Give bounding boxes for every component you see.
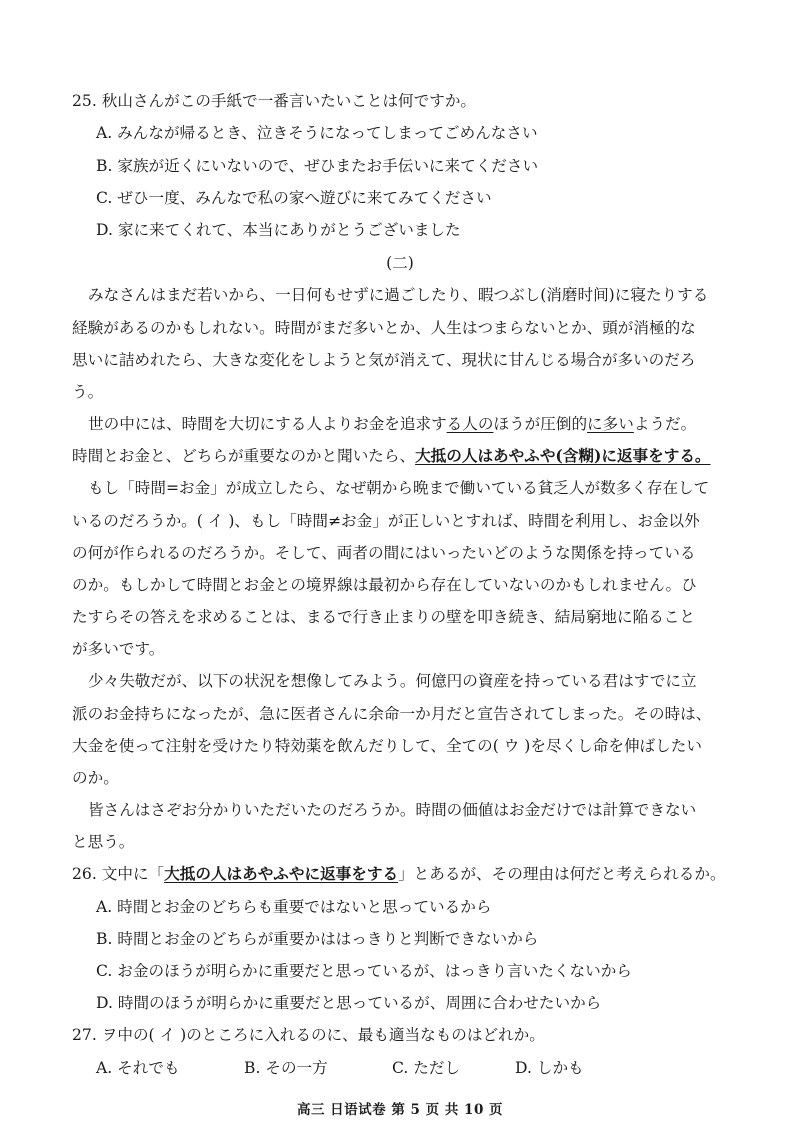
p2-text: 世の中には、時間を大切にする人よりお金を追求す <box>88 415 447 433</box>
passage-p1-line: みなさんはまだ若いから、一日何もせずに過ごしたり、暇つぶし(消磨时间)に寝たりする <box>88 286 709 304</box>
q27-option-d: D. しかも <box>515 1059 584 1077</box>
q26-option-b: B. 時間とお金のどちらが重要かははっきりと判断できないから <box>96 930 539 948</box>
q27-option-c: C. ただし <box>392 1059 461 1077</box>
section-heading: (二) <box>386 254 414 272</box>
underlined-phrase: に多い <box>587 415 634 433</box>
passage-p4-line: 少々失敬だが、以下の状況を想像してみよう。何億円の資産を持っている君はすでに立 <box>88 672 697 690</box>
passage-p5-line: 皆さんはさぞお分かりいただいたのだろうか。時間の価値はお金だけでは計算できない <box>88 801 697 819</box>
q26-option-c: C. お金のほうが明らかに重要だと思っているが、はっきり言いたくないから <box>96 962 632 980</box>
page-footer: 高三 日语试卷 第 5 页 共 10 页 <box>296 1102 504 1118</box>
passage-p3-line: のか。もしかして時間とお金との境界線は最初から存在していないのかもしれません。ひ <box>72 576 697 594</box>
passage-p4-line: のか。 <box>72 769 119 787</box>
passage-p2-line <box>72 446 711 466</box>
q26-stem-text: 」とあるが、その理由は何だと考えられるか。 <box>398 865 726 883</box>
passage-p1-line: う。 <box>72 383 104 401</box>
passage-p4-line: 大金を使って注射を受けたり特効薬を飲んだりして、全ての( ウ )を尽くし命を伸ばしたい <box>72 737 702 755</box>
underlined-key-sentence: 大抵の人はあやふや(含糊)に返事をする。 <box>415 446 711 465</box>
passage-p1-line: 思いに詰めれたら、大きな変化をしようと気が消えて、現状に甘んじる場合が多いのだろ <box>72 351 696 369</box>
passage-p3-line: の何が作られるのだろうか。そして、両者の間にはいったいどのような関係を持っている <box>72 544 696 562</box>
passage-p2-line <box>88 414 696 434</box>
p2-text: ほうが圧倒的 <box>493 415 588 433</box>
p2-text: 時間とお金と、どちらが重要なのかと聞いたら、 <box>72 447 416 465</box>
q25-option-d: D. 家に来てくれて、本当にありがとうございました <box>96 221 461 239</box>
passage-p3-line: もし「時間=お金」が成立したら、なぜ朝から晩まで働いている貧乏人が数多く存在して <box>88 479 710 497</box>
q25-option-b: B. 家族が近くにいないので、ぜひまたお手伝いに来てください <box>96 157 539 175</box>
q26-stem-text: 26. 文中に「 <box>72 865 165 883</box>
q27-option-b: B. その一方 <box>244 1059 328 1077</box>
passage-p3-line: が多いです。 <box>72 640 165 658</box>
passage-p3-line: いるのだろうか。( イ )、もし「時間≠お金」が正しいとすれば、時間を利用し、お金以外 <box>72 512 700 530</box>
q25-stem: 25. 秋山さんがこの手紙で一番言いたいことは何ですか。 <box>72 92 477 110</box>
q27-option-a: A. それでも <box>96 1059 180 1077</box>
underlined-phrase: る人の <box>446 415 494 433</box>
p2-text: ようだ。 <box>633 415 697 433</box>
q25-option-a: A. みんなが帰るとき、泣きそうになってしまってごめんなさい <box>96 124 538 142</box>
q26-stem <box>72 864 726 884</box>
passage-p4-line: 派のお金持ちになったが、急に医者さんに余命一か月だと宣告されてしまった。その時は、 <box>72 705 712 723</box>
passage-p1-line: 経験があるのかもしれない。時間がまだ多いとか、人生はつまらないとか、頭が消極的な <box>72 319 696 337</box>
q26-option-d: D. 時間のほうが明らかに重要だと思っているが、周囲に合わせたいから <box>96 994 602 1012</box>
q26-option-a: A. 時間とお金のどちらも重要ではないと思っているから <box>96 898 492 916</box>
q27-stem: 27. ヲ中の( イ )のところに入れるのに、最も適当なものはどれか。 <box>72 1026 545 1044</box>
passage-p5-line: と思う。 <box>72 833 135 851</box>
passage-p3-line: たすらその答えを求めることは、まるで行き止まりの壁を叩き続き、結局窮地に陥ること <box>72 608 695 626</box>
q26-quoted-phrase: 大抵の人はあやふやに返事をする <box>164 864 399 883</box>
q25-option-c: C. ぜひ一度、みんなで私の家へ遊びに来てみてください <box>96 189 492 207</box>
